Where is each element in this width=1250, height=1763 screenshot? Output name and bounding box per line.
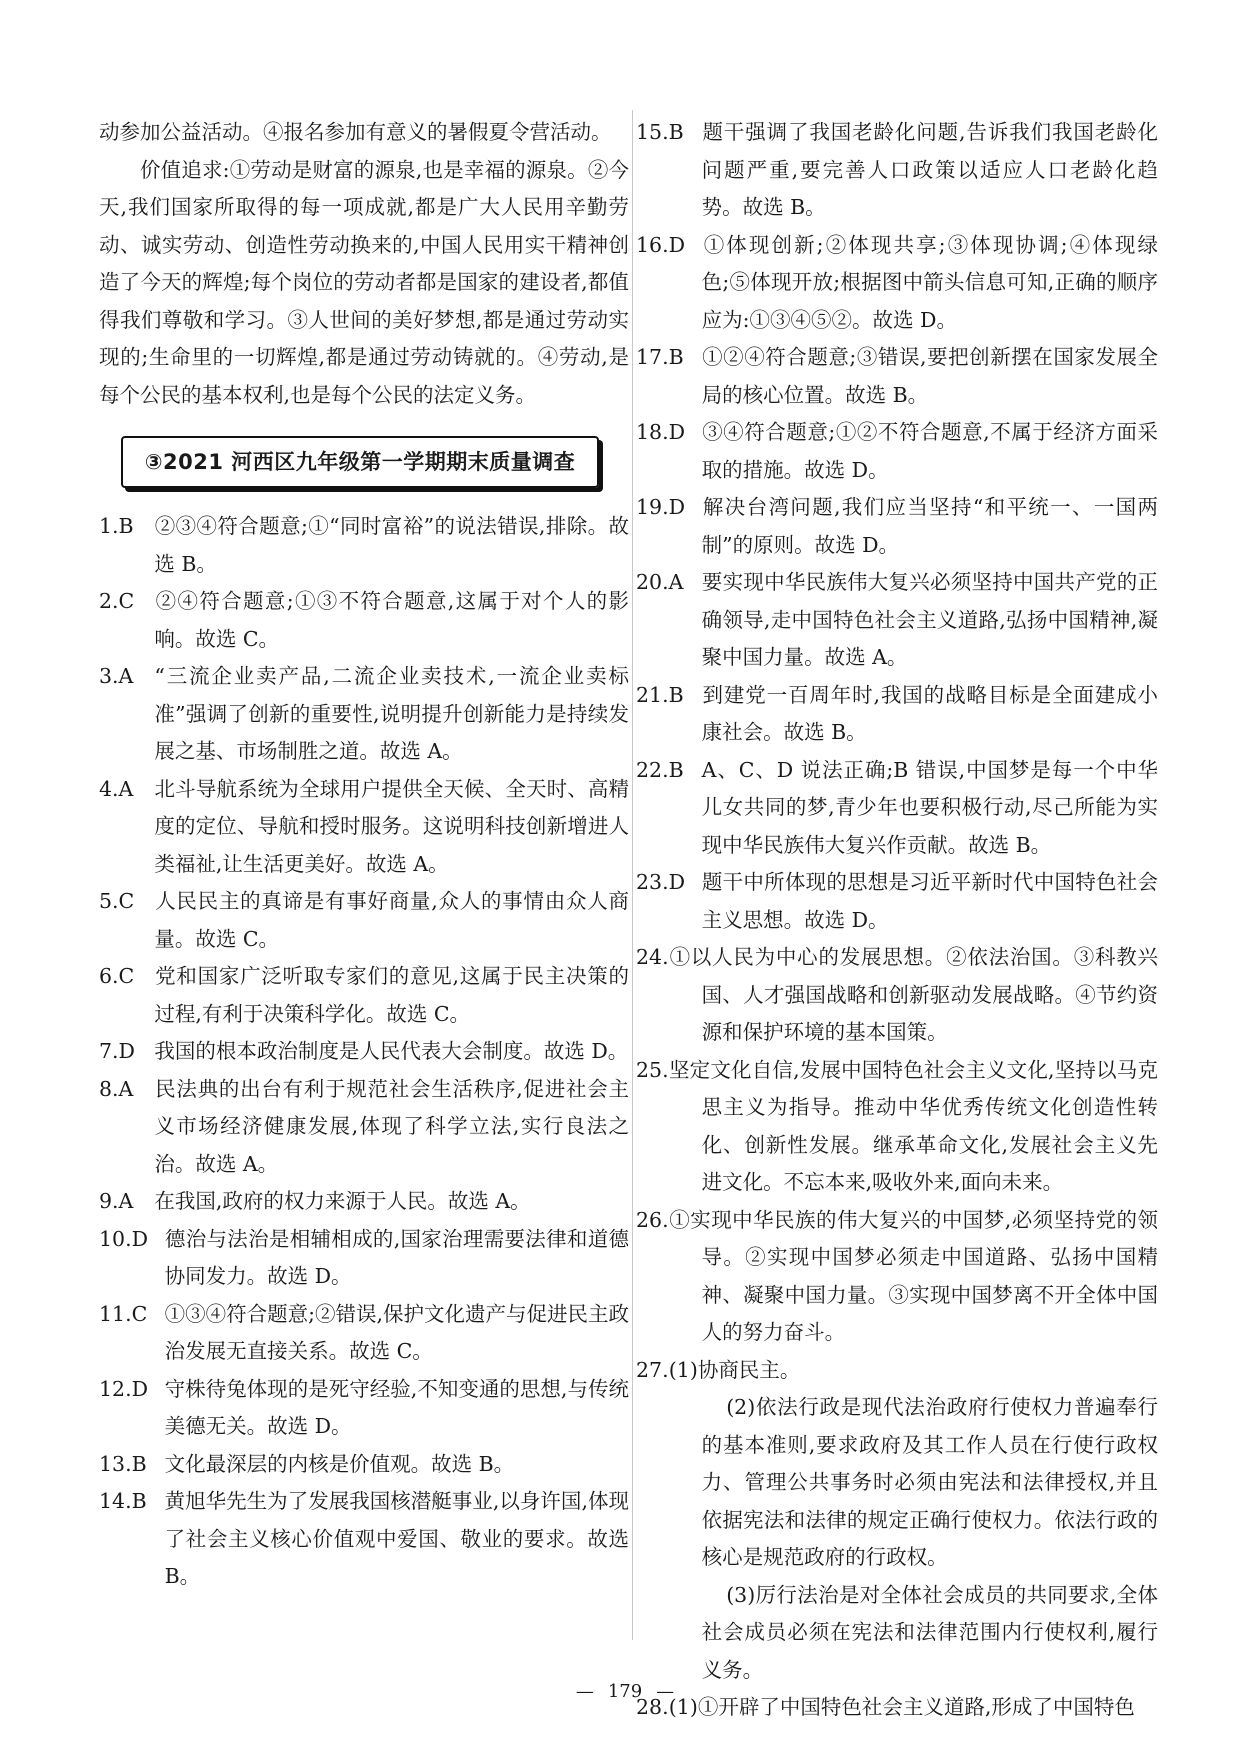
left-column xyxy=(99,114,629,1596)
answer-item: 13.B 文化最深层的内核是价值观。故选 B。 xyxy=(99,1451,515,1476)
answer-item: 6.C 党和国家广泛听取专家们的意见,这属于民主决策的过程,有利于决策科学化。故选 C。 xyxy=(99,964,629,1026)
answer-item: 4.A 北斗导航系统为全球用户提供全天候、全天时、高精度的定位、导航和授时服务。这说明科技创新增进人类福祉,让生活更美好。故选 A。 xyxy=(99,776,629,876)
column-divider xyxy=(632,110,633,1640)
answer-item: 8.A 民法典的出台有利于规范社会生活秩序,促进社会主义市场经济健康发展,体现了科学立法,实行良法之治。故选 A。 xyxy=(99,1076,629,1176)
answer-item: 28.(1)①开辟了中国特色社会主义道路,形成了中国特色 xyxy=(636,1695,1135,1719)
intro-continuation: 动参加公益活动。④报名参加有意义的暑假夏令营活动。 xyxy=(99,120,612,144)
q27-part-2: (2)依法行政是现代法治政府行使权力普遍奉行的基本准则,要求政府及其工作人员在行使行政权力、管理公共事务时必须由宪法和法律授权,并且依据宪法和法律的规定正确行使权力。依法行政的核心是规范政府的行政权。 xyxy=(701,1395,1158,1569)
answer-item: 2.C ②④符合题意;①③不符合题意,这属于对个人的影响。故选 C。 xyxy=(99,589,629,651)
page-footer: — 179 — xyxy=(575,1681,675,1702)
answer-item: 7.D 我国的根本政治制度是人民代表大会制度。故选 D。 xyxy=(99,1039,629,1063)
answer-item: 21.B 到建党一百周年时,我国的战略目标是全面建成小康社会。故选 B。 xyxy=(636,682,1158,744)
answer-item: 1.B ②③④符合题意;①“同时富裕”的说法错误,排除。故选 B。 xyxy=(99,514,629,576)
answer-item: 14.B 黄旭华先生为了发展我国核潜艇事业,以身许国,体现了社会主义核心价值观中爱国、敬业的要求。故选 B。 xyxy=(99,1489,629,1588)
answer-item: 26.①实现中华民族的伟大复兴的中国梦,必须坚持党的领导。②实现中国梦必须走中国道路、弘扬中国精神、凝聚中国力量。③实现中国梦离不开全体中国人的努力奋斗。 xyxy=(636,1207,1158,1344)
answer-item: 5.C 人民民主的真谛是有事好商量,众人的事情由众人商量。故选 C。 xyxy=(99,889,629,951)
answer-item: 16.D ①体现创新;②体现共享;③体现协调;④体现绿色;⑤体现开放;根据图中箭头信息可知,正确的顺序应为:①③④⑤②。故选 D。 xyxy=(636,232,1158,332)
answer-item: 3.A “三流企业卖产品,二流企业卖技术,一流企业卖标准”强调了创新的重要性,说明提升创新能力是持续发展之基、市场制胜之道。故选 A。 xyxy=(99,664,629,763)
page-number: 179 xyxy=(607,1681,643,1702)
right-column xyxy=(636,114,1158,1727)
answer-item: 15.B 题干强调了我国老龄化问题,告诉我们我国老龄化问题严重,要完善人口政策以适应人口老龄化趋势。故选 B。 xyxy=(636,120,1158,219)
answer-item: 22.B A、C、D 说法正确;B 错误,中国梦是每一个中华儿女共同的梦,青少年也要积极行动,尽己所能为实现中华民族伟大复兴作贡献。故选 B。 xyxy=(636,757,1158,857)
answer-item: 25.坚定文化自信,发展中国特色社会主义文化,坚持以马克思主义为指导。推动中华优秀传统文化创造性转化、创新性发展。继承革命文化,发展社会主义先进文化。不忘本来,吸收外来,面向未来。 xyxy=(636,1057,1158,1194)
left-answer-list xyxy=(99,508,629,1596)
answer-item: 24.①以人民为中心的发展思想。②依法治国。③科教兴国、人才强国战略和创新驱动发展战略。④节约资源和保护环境的基本国策。 xyxy=(636,945,1158,1044)
section-title: ③2021 河西区九年级第一学期期末质量调查 xyxy=(121,436,599,488)
answer-item: 23.D 题干中所体现的思想是习近平新时代中国特色社会主义思想。故选 D。 xyxy=(636,870,1158,932)
answer-item: 10.D 德治与法治是相辅相成的,国家治理需要法律和道德协同发力。故选 D。 xyxy=(99,1226,629,1288)
answer-item: 11.C ①③④符合题意;②错误,保护文化遗产与促进民主政治发展无直接关系。故选 C。 xyxy=(99,1301,630,1363)
value-pursuit-paragraph: 价值追求:①劳动是财富的源泉,也是幸福的源泉。②今天,我们国家所取得的每一项成就,都是广大人民用辛勤劳动、诚实劳动、创造性劳动换来的,中国人民用实干精神创造了今天的辉煌;每个岗位的劳动者都是国家的建设者,都值得我们尊敬和学习。③人世间的美好梦想,都是通过劳动实现的;生命里的一切辉煌,都是通过劳动铸就的。④劳动,是每个公民的基本权利,也是每个公民的法定义务。 xyxy=(99,157,629,407)
answer-item: 20.A 要实现中华民族伟大复兴必须坚持中国共产党的正确领导,走中国特色社会主义道路,弘扬中国精神,凝聚中国力量。故选 A。 xyxy=(636,570,1158,669)
q27-part-3: (3)厉行法治是对全体社会成员的共同要求,全体社会成员必须在宪法和法律范围内行使权利,履行义务。 xyxy=(701,1582,1158,1682)
answer-item: 27.(1)协商民主。 xyxy=(636,1357,801,1382)
answer-item: 17.B ①②④符合题意;③错误,要把创新摆在国家发展全局的核心位置。故选 B。 xyxy=(636,345,1158,407)
answer-item: 12.D 守株待兔体现的是死守经验,不知变通的思想,与传统美德无关。故选 D。 xyxy=(99,1376,629,1438)
answer-item: 19.D 解决台湾问题,我们应当坚持“和平统一、一国两制”的原则。故选 D。 xyxy=(636,495,1158,557)
answer-item: 18.D ③④符合题意;①②不符合题意,不属于经济方面采取的措施。故选 D。 xyxy=(636,420,1158,482)
answer-item: 9.A 在我国,政府的权力来源于人民。故选 A。 xyxy=(99,1189,531,1213)
